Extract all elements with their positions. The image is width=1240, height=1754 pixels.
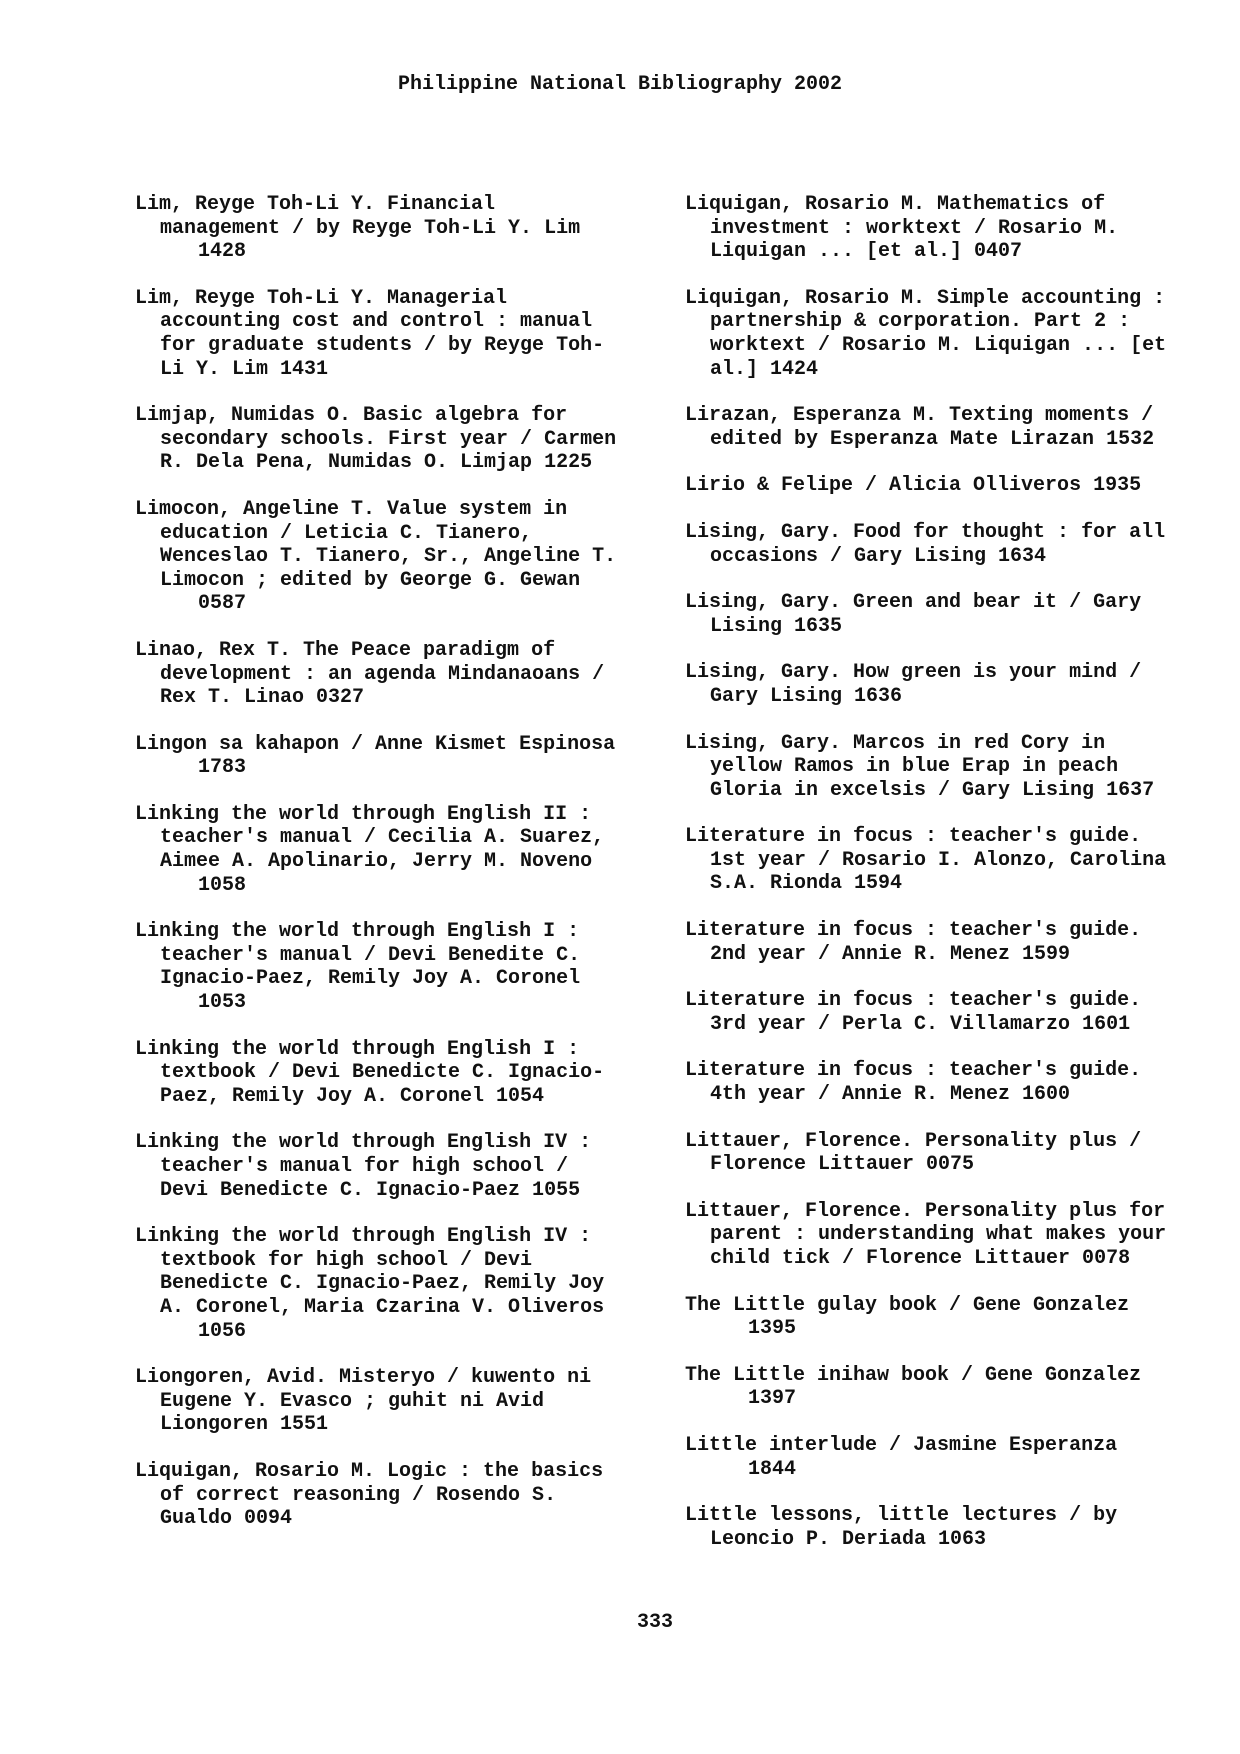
entry-line: Lingon sa kahapon / Anne Kismet Espinosa	[135, 732, 616, 756]
bibliography-entry	[685, 404, 1205, 451]
entry-line: Lising, Gary. Green and bear it / Gary	[685, 591, 1142, 615]
entry-line: Liongoren 1551	[160, 1413, 329, 1437]
entry-line: Liquigan, Rosario M. Logic : the basics	[135, 1459, 604, 1483]
entry-line: textbook / Devi Benedicte C. Ignacio-	[160, 1061, 605, 1085]
entry-line: Literature in focus : teacher's guide.	[685, 919, 1142, 943]
entry-line: occasions / Gary Lising 1634	[710, 544, 1047, 568]
entry-line: Aimee A. Apolinario, Jerry M. Noveno	[160, 850, 593, 874]
entry-line: Lirio & Felipe / Alicia Olliveros 1935	[685, 474, 1142, 498]
entry-line: Littauer, Florence. Personality plus for	[685, 1199, 1166, 1223]
entry-line: Literature in focus : teacher's guide.	[685, 989, 1142, 1013]
entry-line: Benedicte C. Ignacio-Paez, Remily Joy	[160, 1272, 605, 1296]
entry-line: Linking the world through English IV :	[135, 1131, 592, 1155]
entry-record-number: 1053	[198, 991, 247, 1015]
entry-line: Linking the world through English I :	[135, 1037, 580, 1061]
bibliography-entry	[135, 404, 655, 475]
entry-record-number: 1056	[198, 1319, 247, 1343]
bibliography-entry	[685, 1434, 1205, 1481]
entry-line: 2nd year / Annie R. Menez 1599	[710, 942, 1071, 966]
bibliography-entry	[135, 193, 655, 264]
entry-line: The Little inihaw book / Gene Gonzalez	[685, 1363, 1142, 1387]
entry-line: Liquigan, Rosario M. Simple accounting :	[685, 286, 1166, 310]
entry-line: Rex T. Linao 0327	[160, 686, 365, 710]
bibliography-entry	[135, 287, 655, 381]
bibliography-entry	[685, 287, 1205, 381]
entry-line: A. Coronel, Maria Czarina V. Oliveros	[160, 1295, 605, 1319]
bibliography-entry	[135, 1038, 655, 1109]
entry-line: Eugene Y. Evasco ; guhit ni Avid	[160, 1389, 545, 1413]
bibliography-entry	[135, 803, 655, 897]
bibliography-entry	[685, 1364, 1205, 1411]
page-header: Philippine National Bibliography 2002	[397, 73, 843, 96]
bibliography-entry	[685, 1200, 1205, 1271]
entry-line: investment : worktext / Rosario M.	[710, 216, 1119, 240]
bibliography-entry	[135, 920, 655, 1014]
entry-line: for graduate students / by Reyge Toh-	[160, 333, 605, 357]
entry-line: Limjap, Numidas O. Basic algebra for	[135, 404, 568, 428]
entry-line: Liquigan, Rosario M. Mathematics of	[685, 193, 1106, 216]
entry-line: 4th year / Annie R. Menez 1600	[710, 1083, 1071, 1107]
entry-line: textbook for high school / Devi	[160, 1248, 533, 1272]
entry-line: Gary Lising 1636	[710, 684, 903, 708]
entry-line: Gloria in excelsis / Gary Lising 1637	[710, 778, 1155, 802]
entry-line: development : an agenda Mindanaoans /	[160, 662, 605, 686]
entry-line: 1st year / Rosario I. Alonzo, Carolina	[710, 848, 1167, 872]
entry-line: yellow Ramos in blue Erap in peach	[710, 755, 1119, 779]
entry-line: management / by Reyge Toh-Li Y. Lim	[160, 216, 581, 240]
entry-line: S.A. Rionda 1594	[710, 872, 903, 896]
entry-line: accounting cost and control : manual	[160, 310, 593, 334]
entry-line: Devi Benedicte C. Ignacio-Paez 1055	[160, 1178, 581, 1202]
entry-line: Limocon ; edited by George G. Gewan	[160, 568, 581, 592]
right-column	[685, 193, 1205, 1574]
bibliography-entry	[135, 1460, 655, 1531]
entry-line: Lirazan, Esperanza M. Texting moments /	[685, 404, 1154, 428]
bibliography-entry	[135, 733, 655, 780]
bibliography-entry	[685, 591, 1205, 638]
bibliography-entry	[685, 989, 1205, 1036]
bibliography-entry	[135, 498, 655, 616]
entry-line: Leoncio P. Deriada 1063	[710, 1527, 987, 1551]
bibliography-entry	[685, 1294, 1205, 1341]
entry-line: secondary schools. First year / Carmen	[160, 427, 617, 451]
entry-line: Littauer, Florence. Personality plus /	[685, 1129, 1142, 1153]
entry-line: edited by Esperanza Mate Lirazan 1532	[710, 427, 1155, 451]
entry-line: Linao, Rex T. The Peace paradigm of	[135, 638, 556, 662]
entry-line: Limocon, Angeline T. Value system in	[135, 497, 568, 521]
entry-line: Wenceslao T. Tianero, Sr., Angeline T.	[160, 545, 617, 569]
bibliography-entry	[135, 1366, 655, 1437]
entry-line: Linking the world through English I :	[135, 920, 580, 944]
entry-line: 3rd year / Perla C. Villamarzo 1601	[710, 1012, 1131, 1036]
entry-record-number: 1844	[748, 1457, 797, 1481]
entry-record-number: 0587	[198, 592, 247, 616]
bibliography-entry	[135, 1131, 655, 1202]
bibliography-entry	[685, 661, 1205, 708]
entry-line: al.] 1424	[710, 357, 819, 381]
entry-line: Linking the world through English II :	[135, 802, 592, 826]
entry-line: of correct reasoning / Rosendo S.	[160, 1483, 557, 1507]
bibliography-entry	[135, 1225, 655, 1343]
entry-line: Lim, Reyge Toh-Li Y. Financial	[135, 193, 496, 216]
bibliography-entry	[685, 825, 1205, 896]
entry-line: Lising 1635	[710, 614, 843, 638]
entry-record-number: 1397	[748, 1387, 797, 1411]
entry-line: parent : understanding what makes your	[710, 1223, 1167, 1247]
entry-record-number: 1783	[198, 756, 247, 780]
bibliography-entry	[685, 474, 1205, 498]
entry-line: Ignacio-Paez, Remily Joy A. Coronel	[160, 967, 581, 991]
entry-line: teacher's manual / Cecilia A. Suarez,	[160, 826, 605, 850]
entry-line: Little lessons, little lectures / by	[685, 1504, 1118, 1528]
entry-line: Liongoren, Avid. Misteryo / kuwento ni	[135, 1366, 592, 1390]
entry-line: Lising, Gary. How green is your mind /	[685, 661, 1142, 685]
entry-line: Lising, Gary. Marcos in red Cory in	[685, 731, 1106, 755]
entry-line: R. Dela Pena, Numidas O. Limjap 1225	[160, 451, 593, 475]
bibliography-entry	[685, 521, 1205, 568]
entry-line: teacher's manual for high school /	[160, 1155, 569, 1178]
entry-line: Florence Littauer 0075	[710, 1153, 975, 1177]
bibliography-entry	[685, 732, 1205, 803]
entry-line: Li Y. Lim 1431	[160, 357, 329, 381]
entry-record-number: 1428	[198, 240, 247, 264]
entry-line: Lising, Gary. Food for thought : for all	[685, 520, 1166, 544]
entry-record-number: 1395	[748, 1317, 797, 1341]
entry-line: Linking the world through English IV :	[135, 1225, 592, 1249]
entry-line: Gualdo 0094	[160, 1507, 293, 1531]
entry-line: Paez, Remily Joy A. Coronel 1054	[160, 1084, 545, 1108]
entry-line: partnership & corporation. Part 2 :	[710, 310, 1131, 334]
entry-line: child tick / Florence Littauer 0078	[710, 1247, 1131, 1270]
entry-line: The Little gulay book / Gene Gonzalez	[685, 1293, 1130, 1317]
entry-line: Lim, Reyge Toh-Li Y. Managerial	[135, 286, 508, 310]
entry-line: teacher's manual / Devi Benedite C.	[160, 943, 581, 967]
entry-line: education / Leticia C. Tianero,	[160, 521, 533, 545]
entry-line: worktext / Rosario M. Liquigan ... [et	[710, 333, 1167, 357]
page-number: 333	[636, 1611, 673, 1634]
entry-record-number: 1058	[198, 873, 247, 897]
entry-line: Literature in focus : teacher's guide.	[685, 825, 1142, 849]
entry-line: Literature in focus : teacher's guide.	[685, 1059, 1142, 1083]
left-column	[135, 193, 655, 1554]
bibliography-entry	[685, 1059, 1205, 1106]
bibliography-entry	[685, 919, 1205, 966]
entry-line: Liquigan ... [et al.] 0407	[710, 240, 1023, 264]
entry-line: Little interlude / Jasmine Esperanza	[685, 1433, 1118, 1457]
bibliography-entry	[685, 1130, 1205, 1177]
bibliography-entry	[685, 1504, 1205, 1551]
bibliography-entry	[135, 639, 655, 710]
bibliography-entry	[685, 193, 1205, 264]
